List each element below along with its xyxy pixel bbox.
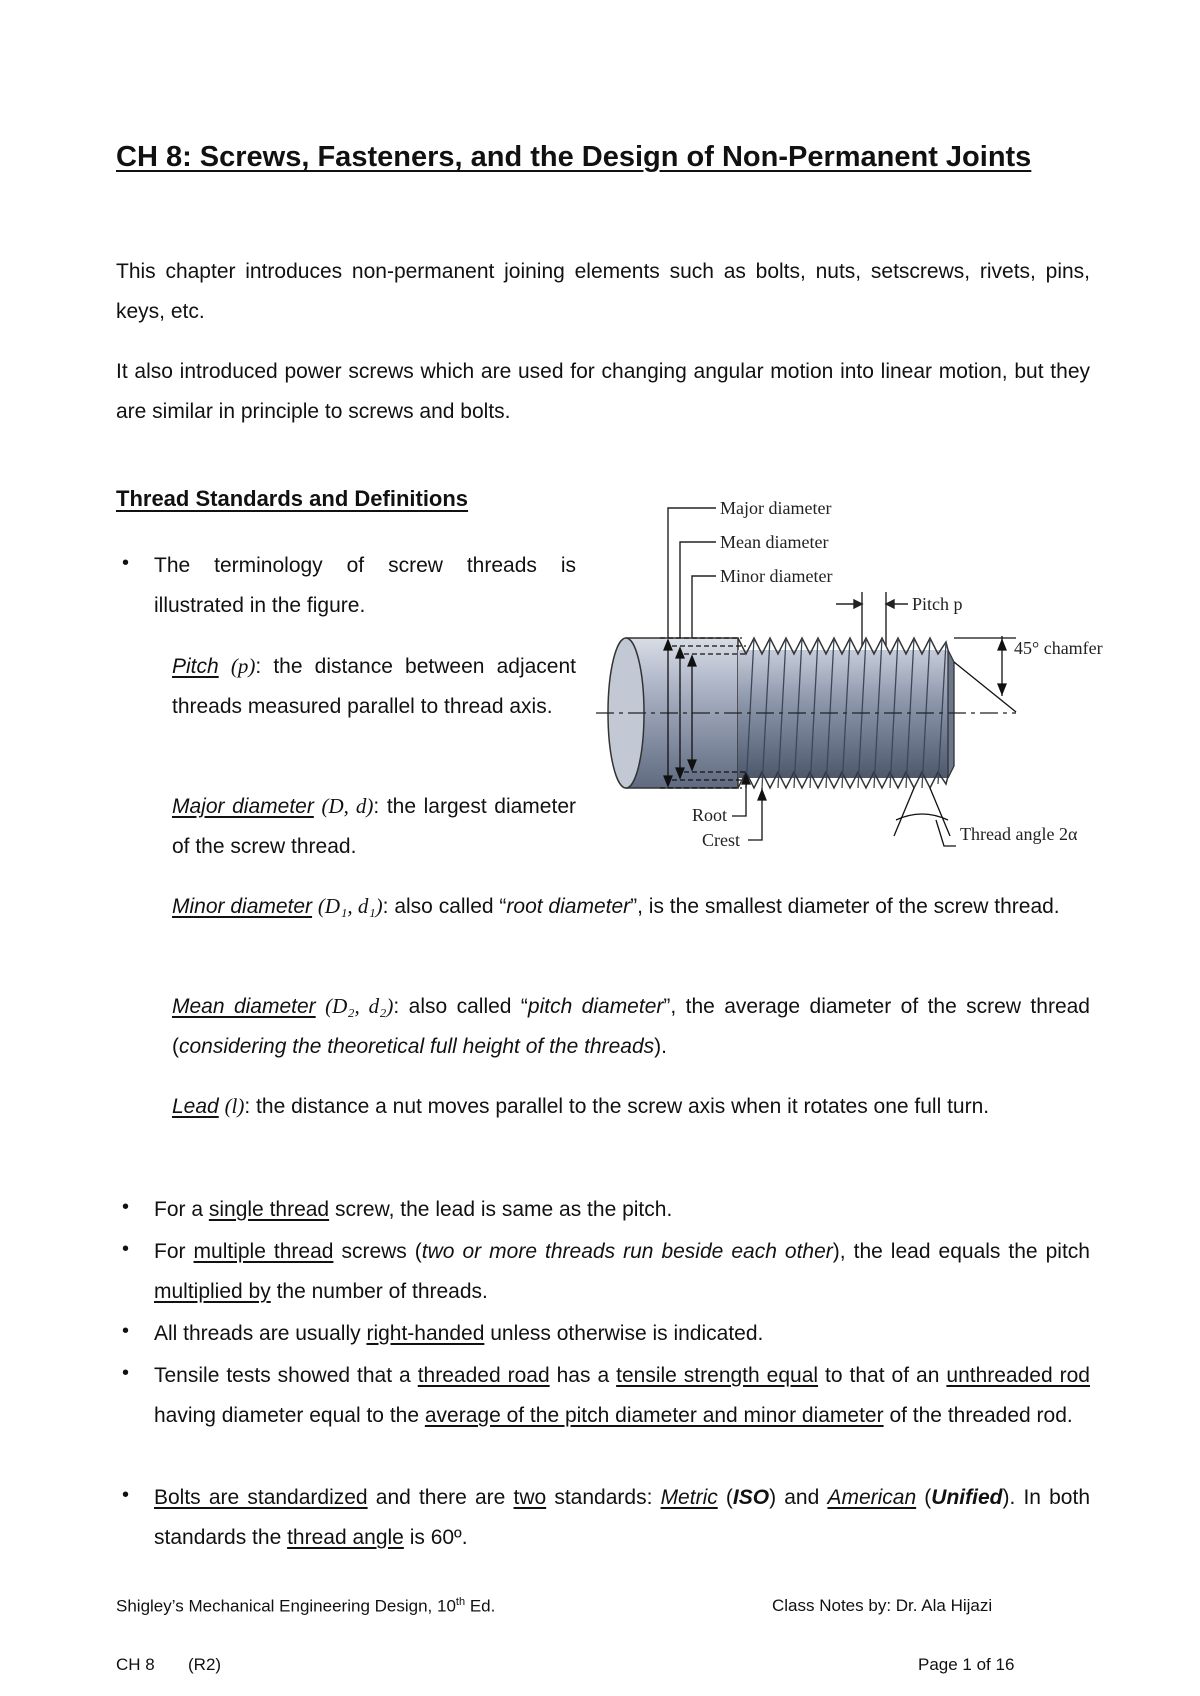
bullet-standards xyxy=(154,1478,1090,1558)
b6-u4: American xyxy=(827,1486,917,1509)
label-thread-angle: Thread angle 2α xyxy=(960,824,1078,844)
b2-b: screw, the lead is same as the pitch. xyxy=(329,1198,673,1221)
bullet-icon: • xyxy=(122,1484,130,1506)
term-pitch: Pitch xyxy=(172,655,219,678)
b6-u5: thread angle xyxy=(287,1526,404,1549)
definition-major-diameter xyxy=(172,786,576,867)
definition-mean-diameter xyxy=(172,986,1090,1067)
section-heading: Thread Standards and Definitions xyxy=(116,486,469,511)
label-pitch: Pitch p xyxy=(912,594,963,614)
term-minor-diameter: Minor diameter xyxy=(172,895,313,918)
b6-a: and there are xyxy=(367,1486,514,1509)
text-mean-2: ”, the average diameter of the screw thread ( xyxy=(172,995,1090,1058)
footer-chapter: CH 8 xyxy=(116,1655,155,1674)
b3-a: For xyxy=(154,1240,194,1263)
text-minor-2: ”, is the smallest diameter of the screw thread. xyxy=(630,895,1060,918)
definition-lead xyxy=(172,1086,1090,1127)
text-mean-quote: pitch diameter xyxy=(527,995,664,1018)
chamfer-callout xyxy=(954,636,1016,712)
b4-a: All threads are usually xyxy=(154,1322,367,1345)
term-mean-diameter: Mean diameter xyxy=(172,995,316,1018)
bullet-tensile-tests xyxy=(154,1356,1090,1436)
b6-u2: two xyxy=(513,1486,547,1509)
footer-book-sup: th xyxy=(455,1596,466,1608)
b6-u3: Metric xyxy=(660,1486,718,1509)
footer-page-number: Page 1 of 16 xyxy=(918,1655,1015,1674)
bullet-icon: • xyxy=(122,552,130,574)
bullet-icon: • xyxy=(122,1196,130,1218)
b5-c: to that of an xyxy=(818,1364,947,1387)
text-mean-3: ). xyxy=(654,1035,667,1058)
b5-a: Tensile tests showed that a xyxy=(154,1364,418,1387)
b6-b: standards: xyxy=(546,1486,661,1509)
intro-paragraph-1: This chapter introduces non-permanent joining elements such as bolts, nuts, setscrews, rivets, pins, keys, etc. xyxy=(116,260,1090,323)
b3-it: two or more threads run beside each other xyxy=(421,1240,833,1263)
b3-u1: multiple thread xyxy=(193,1240,334,1263)
b4-b: unless otherwise is indicated. xyxy=(484,1322,764,1345)
b6-f: ). In both standards the xyxy=(154,1486,1090,1549)
text-minor-1: : also called “ xyxy=(382,895,507,918)
page-title: CH 8: Screws, Fasteners, and the Design of Non-Permanent Joints xyxy=(116,141,1032,173)
bullet-multiple-thread xyxy=(154,1232,1090,1312)
symbol-pitch: (p) xyxy=(230,654,256,678)
b6-g: is 60º. xyxy=(403,1526,468,1549)
b2-u: single thread xyxy=(208,1198,330,1221)
label-minor-diameter: Minor diameter xyxy=(720,566,833,586)
b5-u2: tensile strength equal xyxy=(616,1364,819,1387)
label-root: Root xyxy=(692,805,728,825)
footer-revision: (R2) xyxy=(188,1655,222,1674)
b5-e: of the threaded rod. xyxy=(883,1404,1073,1427)
b2-a: For a xyxy=(154,1198,209,1221)
symbol-major-diameter: (D, d) xyxy=(321,794,374,818)
label-chamfer: 45° chamfer xyxy=(1014,638,1103,658)
b6-c: ( xyxy=(717,1486,733,1509)
label-mean-diameter: Mean diameter xyxy=(720,532,829,552)
b3-u2: multiplied by xyxy=(154,1280,271,1303)
symbol-minor-diameter: (D₁, d₁) xyxy=(317,894,383,918)
definition-pitch xyxy=(172,646,576,727)
bullet-terminology: The terminology of screw threads is illustrated in the figure. xyxy=(154,554,576,617)
b6-d: ) and xyxy=(769,1486,828,1509)
bullet-icon: • xyxy=(122,1238,130,1260)
label-crest: Crest xyxy=(702,830,740,850)
text-minor-quote: root diameter xyxy=(506,895,631,918)
text-pitch: : the distance between adjacent threads measured parallel to thread axis. xyxy=(172,655,576,718)
symbol-lead: (l) xyxy=(224,1094,245,1118)
footer-book-end: Ed. xyxy=(465,1596,496,1616)
bullet-single-thread xyxy=(154,1190,1090,1230)
pitch-marker xyxy=(836,592,908,646)
footer-book-title: Shigley’s Mechanical Engineering Design, 10 xyxy=(116,1596,456,1616)
bullet-icon: • xyxy=(122,1320,130,1342)
bullet-right-handed xyxy=(154,1314,1090,1354)
b3-c: ), the lead equals the pitch xyxy=(832,1240,1090,1263)
intro-paragraph-2: It also introduced power screws which are used for changing angular motion into linear motion, but they are similar in principle to screws and bolts. xyxy=(116,360,1090,423)
b4-u: right-handed xyxy=(366,1322,485,1345)
chamfer-end xyxy=(948,650,954,778)
b6-bi1: ISO xyxy=(732,1486,770,1509)
term-lead: Lead xyxy=(172,1095,219,1118)
symbol-mean-diameter: (D₂, d₂) xyxy=(325,994,394,1018)
bullet-icon: • xyxy=(122,1362,130,1384)
term-major-diameter: Major diameter xyxy=(172,795,314,818)
b3-b: screws ( xyxy=(333,1240,422,1263)
text-major-diameter: : the largest diameter of the screw thread. xyxy=(172,795,576,858)
text-mean-1: : also called “ xyxy=(393,995,528,1018)
b5-u4: average of the pitch diameter and minor diameter xyxy=(424,1404,884,1427)
b5-b: has a xyxy=(549,1364,617,1387)
b6-bi2: Unified xyxy=(931,1486,1003,1509)
text-mean-paren: considering the theoretical full height of the threads xyxy=(179,1035,655,1058)
label-major-diameter: Major diameter xyxy=(720,498,832,518)
b6-e: ( xyxy=(916,1486,932,1509)
screw-thread-figure xyxy=(596,490,1136,876)
definition-minor-diameter xyxy=(172,886,1090,927)
b5-u1: threaded road xyxy=(417,1364,550,1387)
b5-d: having diameter equal to the xyxy=(154,1404,425,1427)
b3-d: the number of threads. xyxy=(270,1280,488,1303)
b6-u1: Bolts are standardized xyxy=(154,1486,368,1509)
footer-book xyxy=(116,1596,495,1617)
b5-u3: unthreaded rod xyxy=(946,1364,1090,1387)
footer-class-notes: Class Notes by: Dr. Ala Hijazi xyxy=(772,1596,993,1615)
text-lead: : the distance a nut moves parallel to the screw axis when it rotates one full turn. xyxy=(244,1095,990,1118)
